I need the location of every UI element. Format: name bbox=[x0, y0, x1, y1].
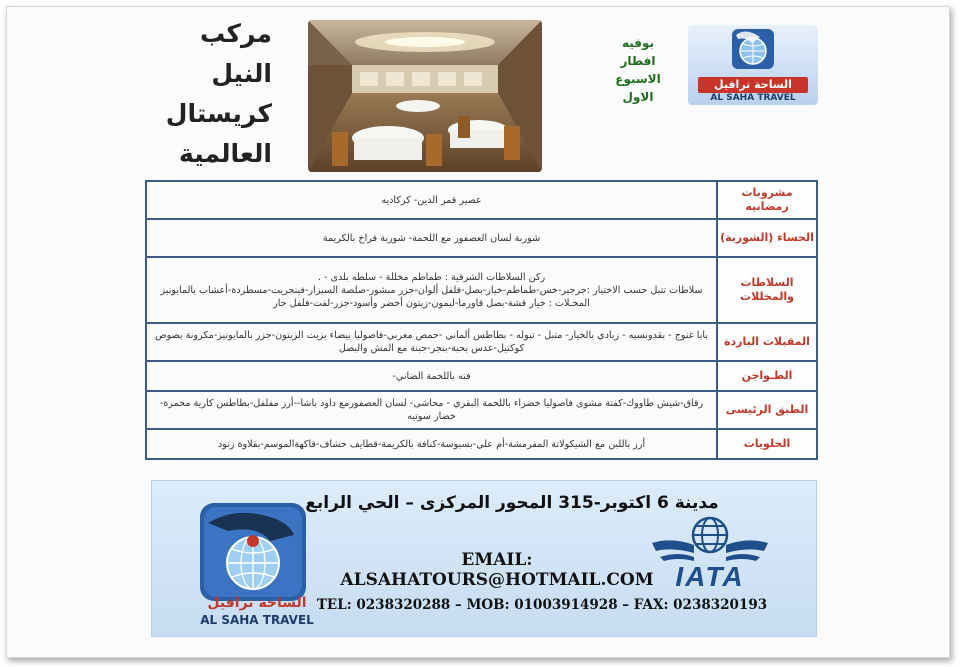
address-text: مدينة 6 اكتوبر-315 المحور المركزى – الحي الرابع bbox=[305, 493, 719, 513]
offer-line-3: الاسبوع bbox=[615, 72, 661, 86]
offer-line-4: الاول bbox=[622, 90, 654, 104]
menu-items bbox=[146, 323, 717, 361]
table-row bbox=[146, 361, 817, 391]
offer-label bbox=[603, 34, 673, 106]
table-row bbox=[146, 429, 817, 459]
table-row bbox=[146, 257, 817, 323]
menu-item-line: سلاطات تتبل حسب الاختيار :جرجير-خس-طماطم-خيار-بصل-فلفل ألوان-جزر مبشور-صلصة السيزار-فينجريت-مسطردة-أعشاب بالمايونيز bbox=[160, 284, 703, 296]
menu-items bbox=[146, 219, 717, 257]
iata-logo bbox=[650, 513, 770, 593]
title-line-2: كريستال bbox=[165, 99, 272, 128]
boat-title bbox=[132, 14, 272, 174]
menu-table bbox=[145, 180, 818, 460]
table-row bbox=[146, 323, 817, 361]
brand-name-en-top: AL SAHA TRAVEL bbox=[710, 93, 796, 103]
alsaha-logo-top bbox=[688, 25, 818, 105]
menu-item-line: المخـلات : خيار قشة-بصل قاورما-ليمون-زيتون أخضر وأسود-جزر-لفت-فلفل حار bbox=[273, 297, 590, 309]
iata-text: IATA bbox=[675, 561, 745, 592]
brand-name-ar-top: الساحة ترافيل bbox=[698, 77, 808, 93]
restaurant-photo bbox=[308, 20, 542, 172]
menu-category: المقبلات الباردة bbox=[717, 323, 817, 361]
brand-name-en-bottom: AL SAHA TRAVEL bbox=[200, 613, 314, 627]
menu-item-line: شوربة لسان العصفور مع اللحمة- شوربة فراخ بالكريمة bbox=[322, 232, 541, 244]
alsaha-logo-bottom bbox=[198, 501, 308, 603]
menu-item-line: فته باللحمة الضاني- bbox=[392, 370, 471, 382]
title-line-3: العالمية bbox=[179, 139, 272, 168]
menu-items bbox=[146, 257, 717, 323]
menu-category: الطـواجن bbox=[717, 361, 817, 391]
menu-category: مشروبات رمضانيه bbox=[717, 181, 817, 219]
globe-hand-icon bbox=[688, 25, 818, 77]
menu-items bbox=[146, 181, 717, 219]
offer-line-1: بوفيه bbox=[621, 36, 655, 50]
menu-category: السلاطات والمخللات bbox=[717, 257, 817, 323]
menu-items bbox=[146, 429, 717, 459]
email-text: EMAIL: ALSAHATOURS@HOTMAIL.COM bbox=[340, 550, 654, 590]
brand-name-ar-bottom: الساحة ترافيل bbox=[207, 595, 307, 611]
title-line-1: مركب النيل bbox=[199, 19, 272, 88]
menu-category: الحلويات bbox=[717, 429, 817, 459]
menu-item-line: رقاق-شيش طاووك-كفتة مشوى فاصوليا خضراء باللحمة البقري - محاشى- لسان العصفورمع داود باشا--أرز مفلفل-بطاطس كارية محمرة-خضار سوتيه bbox=[159, 398, 704, 422]
offer-line-2: افطار bbox=[620, 54, 656, 68]
menu-item-line: ركن السلاطات الشرقية : طماطم مخللة - سلطه بلدى - . bbox=[317, 271, 546, 283]
menu-category: الطبق الرئيسى bbox=[717, 391, 817, 429]
menu-item-line: أرز باللبن مع الشيكولاتة المفرمشة-أم علي-بسبوسة-كنافة بالكريمة-قطايف حشاف-فاكهةالموسم-بقلاوة زنود bbox=[217, 438, 646, 450]
globe-hand-icon bbox=[198, 501, 308, 603]
table-row bbox=[146, 391, 817, 429]
menu-items bbox=[146, 391, 717, 429]
table-row bbox=[146, 219, 817, 257]
table-row bbox=[146, 181, 817, 219]
menu-item-line: عصير قمر الدين- كركاديه bbox=[381, 194, 482, 206]
menu-category: الحساء (الشوربة) bbox=[717, 219, 817, 257]
phone-fax-text: TEL: 0238320288 – MOB: 01003914928 – FAX: 0238320193 bbox=[316, 597, 768, 613]
menu-items bbox=[146, 361, 717, 391]
contact-footer bbox=[151, 480, 817, 637]
menu-item-line: بابا غنوج - بقدونسيه - زبادي بالخيار- متبل - تبوله - بطاطس ألماني -حمص مغربي-فاصوليا بيضاء بزيت الزيتون-جزر بالمايونيز-مكرونة بصوص كوكتيل-عدس بحبة-بنجر-جبنة مع المش والبصل bbox=[155, 330, 708, 354]
